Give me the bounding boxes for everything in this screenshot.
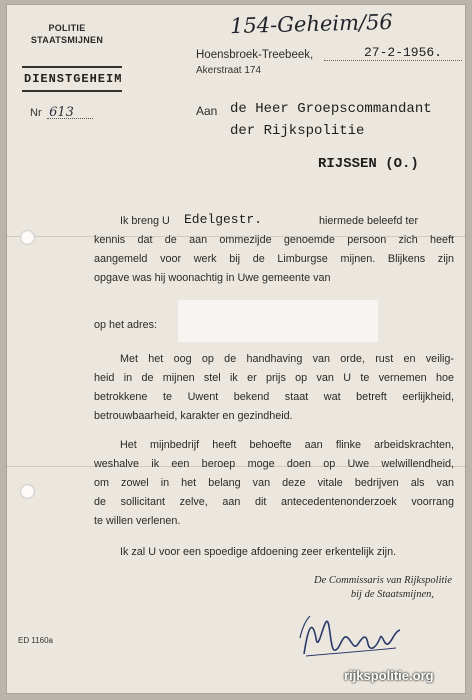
header-rule-bottom xyxy=(22,90,122,92)
paragraph-2 xyxy=(94,350,454,426)
nr-label: Nr xyxy=(30,107,42,119)
recipient-city: RIJSSEN (O.) xyxy=(318,156,419,172)
closing-line-2: bij de Staatsmijnen, xyxy=(350,589,434,600)
date-dotted-line xyxy=(324,60,462,61)
paragraph-1 xyxy=(94,212,454,288)
classification-label: DIENSTGEHEIM xyxy=(24,72,123,86)
punch-hole-top xyxy=(20,230,35,245)
p3-line5: te willen verlenen. xyxy=(94,515,181,527)
header-rule-top xyxy=(22,66,122,68)
p1-line3: aangemeld voor werk bij de Limburgse mijnen. Blijkens zijn xyxy=(94,253,454,265)
p3-line4: de sollicitant zelve, aan dit antecedentenonderzoek voorrang xyxy=(94,496,454,508)
agency-name xyxy=(14,22,120,46)
p1-line4: opgave was hij woonachtig in Uwe gemeente van xyxy=(94,272,331,284)
handwritten-signature xyxy=(296,608,406,664)
p2-line2: heid in de mijnen stel ik er prijs op van U te vernemen hoe xyxy=(94,372,454,384)
p3-line3: om zowel in het belang van deze vitale bedrijven als van xyxy=(94,477,454,489)
p2-line3: betrokkene te Uwent bekend staat wat betreft eerlijkheid, xyxy=(94,391,454,403)
p1-line1-end: hiermede beleefd ter xyxy=(319,215,419,227)
agency-line-1: POLITIE xyxy=(48,23,86,33)
punch-hole-bottom xyxy=(20,484,35,499)
agency-line-2: STAATSMIJNEN xyxy=(30,35,104,45)
closing-block xyxy=(256,574,452,602)
recipient-line-1: de Heer Groepscommandant xyxy=(230,101,432,117)
source-watermark: rijkspolitie.org xyxy=(344,668,434,683)
letter-place: Hoensbroek-Treebeek, xyxy=(196,49,314,61)
paragraph-3 xyxy=(94,436,454,531)
p2-line1: Met het oog op de handhaving van orde, rust en veilig- xyxy=(120,353,454,365)
paragraph-4: Ik zal U voor een spoedige afdoening zeer erkentelijk zijn. xyxy=(120,546,397,558)
letter-sheet xyxy=(6,4,466,694)
nr-dotted-line xyxy=(47,118,93,119)
address-label: op het adres: xyxy=(94,319,158,331)
handwritten-reference: 154-Geheim/56 xyxy=(229,9,394,39)
p1-line2: kennis dat de aan ommezijde genoemde persoon zich heeft xyxy=(94,234,454,246)
p1-line1-start: Ik breng U xyxy=(120,215,170,227)
p3-line1: Het mijnbedrijf heeft behoefte aan flinke arbeidskrachten, xyxy=(120,439,454,451)
nr-value: 613 xyxy=(49,105,74,120)
form-code: ED 1160a xyxy=(18,636,53,645)
p3-line2: weshalve ik een beroep moge doen op Uwe welwillendheid, xyxy=(94,458,454,470)
closing-line-1: De Commissaris van Rijkspolitie xyxy=(314,575,452,586)
letter-street: Akerstraat 174 xyxy=(196,65,262,76)
recipient-line-2: der Rijkspolitie xyxy=(230,123,365,139)
salutation-typed: Edelgestr. xyxy=(184,212,263,227)
recipient-aan: Aan xyxy=(196,104,218,118)
p2-line4: betrouwbaarheid, karakter en gezindheid. xyxy=(94,410,293,422)
letter-date: 27-2-1956. xyxy=(364,45,443,60)
address-redacted-box xyxy=(178,300,378,342)
